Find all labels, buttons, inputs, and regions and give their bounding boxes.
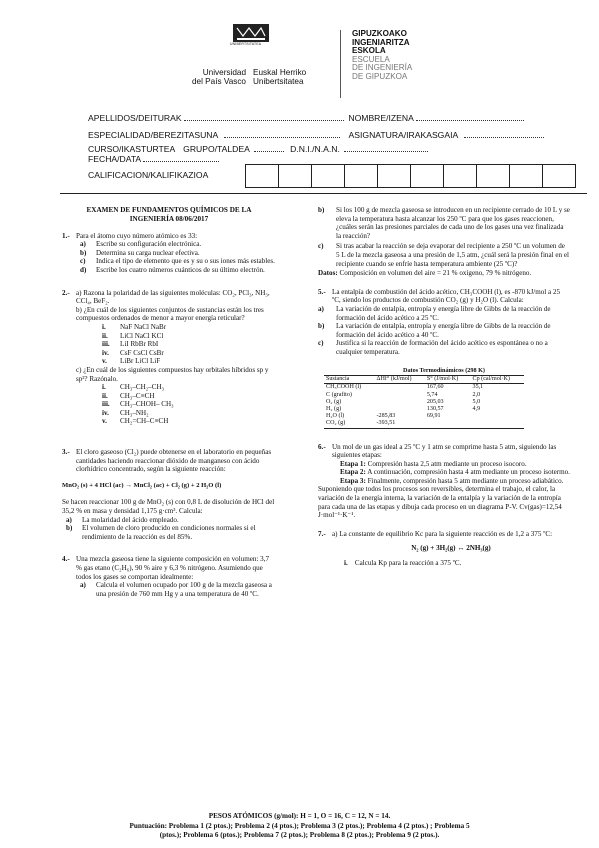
fecha-label: FECHA/DATA xyxy=(88,154,141,164)
logo-divider xyxy=(340,30,341,98)
table-row xyxy=(324,420,524,428)
q6-e3: Finalmente, compresión hasta 5 atm mediante un proceso adiabático. xyxy=(367,476,564,485)
list-item xyxy=(76,392,276,401)
list-item xyxy=(76,383,276,392)
table-cell: 205,03 xyxy=(426,398,444,405)
table-cell: -285,83 xyxy=(376,413,396,420)
list-item-key: iv. xyxy=(102,408,109,417)
question-3: 3.- El cloro gaseoso (Cl₂) puede obtenerse en el laboratorio en pequeñas cantidades haciendo reaccionar dióxido de manganeso con ácido clorhídrico concentrado, según la siguiente reacción: MnO₂ (s) + 4 HCl (ac) → MnCl₂ (ac) + Cl₂ (g) + 2 H₂O (l) Se hacen reaccionar 100 g de MnO₂ (s) con 0,8 L de disolución de HCl del 35,2 % en masa y densidad 1,175 g·cm³. Calcula: a) La molaridad del ácido empleado. b) El volumen de cloro producido en condiciones normales si el rendimiento de la reacción es del 85%. xyxy=(62,448,275,541)
q7-a: a) La constante de equilibrio Kc para la siguiente reacción es de 1,2 a 375 ºC: xyxy=(332,529,553,538)
q4-a: Calcula el volumen ocupado por 100 g de la mezcla gaseosa a una presión de 760 mm Hg y a una temperatura de 40 ºC. xyxy=(96,581,272,598)
q5-b: La variación de entalpía, entropía y energía libre de Gibbs de la reacción de formación del ácido acético a 40 ºC. xyxy=(336,322,551,339)
form-row-2 xyxy=(88,129,544,140)
q3-b: El volumen de cloro producido en condiciones normales si el rendimiento de la reacción es del 85%. xyxy=(82,524,256,541)
list-item-key: iii. xyxy=(102,340,110,349)
q3-a: La molaridad del ácido empleado. xyxy=(82,515,179,524)
grupo-label: GRUPO/TALDEA xyxy=(183,144,250,154)
q3-intro: El cloro gaseoso (Cl₂) puede obtenerse en el laboratorio en pequeñas cantidades haciendo reaccionar dióxido de manganeso con ácido clorhídrico concentrado, según la siguiente reacción: xyxy=(76,448,272,474)
upv-name-eu-2: Unibertsitatea xyxy=(253,77,304,86)
q2-b: b) ¿En cuál de los siguientes conjuntos de sustancias están los tres compuestos ordenados de menor a mayor energía reticular? xyxy=(76,305,264,323)
table-row xyxy=(324,384,524,392)
table-cell: 69,91 xyxy=(426,413,441,420)
table-row xyxy=(324,392,524,399)
curso-label: CURSO/IKASTURTEA xyxy=(88,144,175,154)
question-number: 5.- xyxy=(318,287,326,296)
upv-ehu-logo xyxy=(183,22,333,97)
table-cell: O₂ (g) xyxy=(326,398,342,405)
table-cell xyxy=(471,420,524,428)
table-cell: 5,74 xyxy=(426,391,438,398)
list-item xyxy=(76,400,276,409)
school-line-2: INGENIARITZA xyxy=(352,37,410,47)
especialidad-label: ESPECIALIDAD/BEREZITASUNA xyxy=(88,130,218,140)
table-cell xyxy=(375,406,425,413)
list-item xyxy=(76,417,276,426)
upv-seal-caption: UNIBERTSITATEA xyxy=(230,42,262,46)
school-logo xyxy=(352,30,502,110)
table-cell xyxy=(471,413,524,420)
dni-label: D.N.I./N.A.N. xyxy=(290,144,340,154)
grade-cell[interactable] xyxy=(378,165,411,187)
q1-a: Escribe su configuración electrónica. xyxy=(96,240,202,249)
list-item-key: v. xyxy=(102,357,107,366)
school-line-6: DE GIPUZKOA xyxy=(352,71,408,81)
apellidos-label: APELLIDOS/DEITURAK xyxy=(88,113,182,123)
atomic-weights: PESOS ATÓMICOS (g/mol): H = 1, O = 16, C = 12, N = 14. xyxy=(208,812,391,820)
grade-cell[interactable] xyxy=(411,165,444,187)
grupo-field[interactable] xyxy=(254,143,284,152)
table-cell: 35,1 xyxy=(472,384,484,391)
list-item-text: CH₂=CH–C≡CH xyxy=(120,417,169,426)
q1-d: Escribe los cuatro números cuánticos de su último electrón. xyxy=(96,265,265,274)
grade-cell[interactable] xyxy=(279,165,312,187)
question-7 xyxy=(318,530,570,568)
q4-datos: Composición en volumen del aire = 21 % oxígeno, 79 % nitrógeno. xyxy=(339,269,532,278)
right-column: b) Si los 100 g de mezcla gaseosa se introducen en un recipiente cerrado de 10 L y se eleva la temperatura hasta alcanzar los 250 ºC para que los gases reaccionen, ¿cuáles serán las presiones parciales de cada uno de los gases una vez finalizada la reacción? c) Si tras acabar la reacción se deja evaporar del recipiente a 250 ºC un volumen de 5 L de la mezcla gaseosa a una presión de 1,5 atm, ¿cuál será la presión final en el recipiente cuando se enfríe hasta temperatura ambiente (25 ºC)? Datos: Composición en volumen del aire = 21 % oxígeno, 79 % nitrógeno. 5.- La entalpía de combustión del ácido acético, CH₃COOH (l), es -870 kJ/mol a 25 ºC, siendo los productos de combustión CO₂ (g) y H₂O (l). Calcula: a) La variación de entalpía, entropía y energía libre de Gibbs de la reacción de formación del ácido acético a 25 ºC. b) La variación de entalpía, entropía y energía libre de Gibbs de la reacción de formación del ácido acético a 40 ºC. c) Justifica si la reacción de formación del ácido acético es espontánea o no a cualquier temperatura. Datos Termodinámicos (298 K) Sustancia ΔHf° (kJ/mol) S° (J/mol·K) Cp (cal/mol·K) CH₃COOH (l) 167,60 35,1 C (grafito) 5,74 2,0 O₂ (g) 205,03 5,0 H₂ (g) 130,57 4,9 H₂O (l) -285,83 69,91 CO₂ (g) -393,51 6.- Un mol de un gas ideal a 25 ºC y 1 atm se comprime hasta 5 atm, siguiendo las siguientes etapas: Etapa 1: Compresión hasta 2,5 atm mediante un proceso isocoro. Etapa 2: A continuación, compresión hasta 4 atm mediante un proceso isotermo. Etapa 3: Finalmente, compresión hasta 5 atm mediante un proceso adiabático. Suponiendo que todos los procesos son reversibles, determina el trabajo, el calor, la variación de la energía interna, la variación de la entalpía y la variación de la entropía para cada una de las etapas y dibuja cada proceso en un diagrama P-V. Cv(gas)=12,54 J·mol⁻¹·K⁻¹. 7.- a) La constante de equilibrio Kc para la siguiente reacción es de 1,2 a 375 ºC: N₂ (g) + 3H₂(g) ↔ 2NH₃(g) i. Calcula Kp para la reacción a 375 ºC. xyxy=(318,206,570,568)
table-cell: -393,51 xyxy=(375,420,425,428)
upv-name-es: Universidad xyxy=(202,68,246,77)
question-number: 6.- xyxy=(318,442,326,451)
question-number: 1.- xyxy=(62,231,70,240)
table-header-cell: ΔHf° (kJ/mol) xyxy=(375,376,425,384)
question-2 xyxy=(62,289,276,427)
left-column xyxy=(62,206,276,598)
scoring-line-2: (ptos.); Problema 6 (ptos.); Problema 7 (2 ptos.); Problema 8 (2 ptos.); Problema 9 (2 ptos.). xyxy=(159,831,440,839)
q6-e1: Compresión hasta 2,5 atm mediante un proceso isocoro. xyxy=(367,459,527,468)
q6-e2-label: Etapa 2: xyxy=(340,468,366,477)
list-item xyxy=(76,357,276,366)
asignatura-label: ASIGNATURA/IRAKASGAIA xyxy=(348,130,458,140)
q4-b: Si los 100 g de mezcla gaseosa se introducen en un recipiente cerrado de 10 L y se eleva la temperatura hasta alcanzar los 250 ºC para que los gases reaccionen, ¿cuáles serán las presiones parciales de cada uno de los gases una vez finalizada la reacción? xyxy=(336,206,570,240)
table-cell: 4,9 xyxy=(472,405,481,412)
list-item xyxy=(76,323,276,332)
question-number: 7.- xyxy=(318,529,326,538)
calificacion-label: CALIFICACION/KALIFIKAZIOA xyxy=(88,170,209,180)
grade-cell[interactable] xyxy=(543,165,575,187)
list-item-text: NaF NaCl NaBr xyxy=(120,322,167,331)
q1-c: Indica el tipo de elemento que es y su o sus iones más estables. xyxy=(96,257,275,266)
grade-cell[interactable] xyxy=(444,165,477,187)
q4-datos-label: Datos: xyxy=(318,269,338,278)
q5-a: La variación de entalpía, entropía y energía libre de Gibbs de la reacción de formación del ácido acético a 25 ºC. xyxy=(336,304,551,322)
scoring-line-1: Puntuación: Problema 1 (2 ptos.); Problema 2 (4 ptos.); Problema 3 (2 ptos.); Problema 4 (2 ptos.) ; Problema 5 xyxy=(129,822,470,830)
question-number: 4.- xyxy=(62,555,70,564)
grade-grid xyxy=(245,164,576,188)
list-item-key: i. xyxy=(102,383,106,392)
table-cell: H₂ (g) xyxy=(326,405,342,412)
table-row xyxy=(324,406,524,413)
question-5: 5.- La entalpía de combustión del ácido acético, CH₃COOH (l), es -870 kJ/mol a 25 ºC, siendo los productos de combustión CO₂ (g) y H₂O (l). Calcula: a) La variación de entalpía, entropía y energía libre de Gibbs de la reacción de formación del ácido acético a 25 ºC. b) La variación de entalpía, entropía y energía libre de Gibbs de la reacción de formación del ácido acético a 40 ºC. c) Justifica si la reacción de formación del ácido acético es espontánea o no a cualquier temperatura. xyxy=(318,288,570,357)
header-rule xyxy=(60,193,587,194)
q2-c-list xyxy=(76,383,276,426)
list-item-text: LiBr LiCl LiF xyxy=(120,357,161,366)
table-header-cell: Cp (cal/mol·K) xyxy=(471,376,524,384)
list-item-text: LiI RbBr RbI xyxy=(120,340,159,349)
table-cell: C (grafito) xyxy=(326,391,352,398)
school-line-1: GIPUZKOAKO xyxy=(352,29,407,38)
grade-cell[interactable] xyxy=(345,165,378,187)
table-cell xyxy=(375,384,425,392)
grade-cell[interactable] xyxy=(477,165,510,187)
list-item-text: CH₃–C≡CH xyxy=(120,391,155,400)
upv-name-es-2: del País Vasco xyxy=(191,77,246,86)
nombre-label: NOMBRE/IZENA xyxy=(348,113,414,123)
q6-e1-label: Etapa 1: xyxy=(340,459,366,468)
q1-b: Determina su carga nuclear efectiva. xyxy=(96,248,200,257)
nombre-field[interactable] xyxy=(416,112,524,121)
list-item-text: CH₃–CHOH– CH₃ xyxy=(120,400,174,409)
upv-name-eu: Euskal Herriko xyxy=(253,68,307,77)
question-number: 3.- xyxy=(62,448,70,457)
especialidad-field[interactable] xyxy=(224,129,340,138)
table-header-cell: Sustancia xyxy=(324,376,375,384)
q5-intro: La entalpía de combustión del ácido acético, CH₃COOH (l), es -870 kJ/mol a 25 ºC, siendo los productos de combustión CO₂ (g) y H₂O (l). Calcula: xyxy=(332,287,561,305)
list-item-text: CH₃–CH₂–CH₃ xyxy=(120,383,165,392)
grade-cell[interactable] xyxy=(246,165,279,187)
table-cell: H₂O (l) xyxy=(326,413,345,420)
list-item-key: iv. xyxy=(102,348,109,357)
list-item-key: i. xyxy=(102,322,106,331)
form-row-4 xyxy=(88,153,219,164)
q6-e2: A continuación, compresión hasta 4 atm mediante un proceso isotermo. xyxy=(367,468,570,477)
q2-a: a) Razona la polaridad de las siguientes moléculas: CO₂, PCl₃, NH₃, CCl₄, BeF₂. xyxy=(76,288,270,306)
question-number: 2.- xyxy=(62,288,70,297)
thermo-table xyxy=(324,375,524,428)
apellidos-field[interactable] xyxy=(184,112,344,121)
question-4: 4.- Una mezcla gaseosa tiene la siguiente composición en volumen: 3,7 % gas etano (C₂H₆), 90 % aire y 6,3 % nitrógeno. Asumiendo que todos los gases se comportan idealmente: a) Calcula el volumen ocupado por 100 g de la mezcla gaseosa a una presión de 760 mm Hg y a una temperatura de 40 ºC. xyxy=(62,555,276,598)
asignatura-field[interactable] xyxy=(464,129,544,138)
table-cell: 2,0 xyxy=(472,391,481,398)
grade-cell[interactable] xyxy=(510,165,543,187)
list-item-key: ii. xyxy=(102,331,108,340)
q3-data: Se hacen reaccionar 100 g de MnO₂ (s) con 0,8 L de disolución de HCl del 35,2 % en masa y densidad 1,175 g·cm³. Calcula: xyxy=(62,498,275,516)
list-item-key: iii. xyxy=(102,400,110,409)
exam-title-1: EXAMEN DE FUNDAMENTOS QUÍMICOS DE LA xyxy=(86,206,252,214)
table-row xyxy=(324,399,524,406)
q7-i: Calcula Kp para la reacción a 375 ºC. xyxy=(354,559,462,568)
table-cell: CO₂ (g) xyxy=(324,420,375,428)
table-cell xyxy=(375,392,425,399)
q4-c: Si tras acabar la reacción se deja evaporar del recipiente a 250 ºC un volumen de 5 L de la mezcla gaseosa a una presión de 1,5 atm, ¿cuál será la presión final en el recipiente cuando se enfríe hasta temperatura ambiente (25 ºC)? xyxy=(336,242,569,268)
school-line-3: ESKOLA xyxy=(352,46,386,56)
school-line-5: DE INGENIERÍA xyxy=(352,63,413,73)
table-row xyxy=(324,413,524,420)
thermo-table-title: Datos Termodinámicos (298 K) xyxy=(403,366,485,374)
q2-c: c) ¿En cuál de los siguientes compuestos hay orbitales híbridos sp y sp²? Razónalo. xyxy=(76,365,269,383)
table-cell: 5,0 xyxy=(472,398,481,405)
table-cell: 167,60 xyxy=(426,384,444,391)
list-item xyxy=(76,332,276,341)
q1-intro: Para el átomo cuyo número atómico es 33: xyxy=(76,231,198,240)
q4-intro: Una mezcla gaseosa tiene la siguiente composición en volumen: 3,7 % gas etano (C₂H₆), 90 % aire y 6,3 % nitrógeno. Asumiendo que todos los gases se comportan idealmente: xyxy=(76,555,270,581)
table-header-row xyxy=(324,376,524,384)
form-row-5 xyxy=(88,170,208,180)
q6-intro: Un mol de un gas ideal a 25 ºC y 1 atm se comprime hasta 5 atm, siguiendo las siguientes etapas: xyxy=(332,442,557,460)
list-item xyxy=(76,349,276,358)
q2-b-list xyxy=(76,323,276,366)
fecha-field[interactable] xyxy=(143,153,219,162)
table-cell xyxy=(425,420,471,428)
q6-e3-label: Etapa 3: xyxy=(340,476,366,485)
list-item-text: LiCl NaCl KCl xyxy=(120,331,164,340)
list-item xyxy=(76,340,276,349)
school-line-4: ESCUELA xyxy=(352,54,390,64)
list-item-text: CH₃–NH₂ xyxy=(120,408,149,417)
q7-i-label: i. xyxy=(344,559,348,568)
q5-c: Justifica si la reacción de formación del ácido acético es espontánea o no a cualquier temperatura. xyxy=(336,339,548,356)
table-cell xyxy=(375,399,425,406)
q3-reaction: MnO₂ (s) + 4 HCl (ac) → MnCl₂ (ac) + Cl₂ (g) + 2 H₂O (l) xyxy=(62,481,222,489)
form-row-1 xyxy=(88,112,524,123)
table-header-cell: S° (J/mol·K) xyxy=(425,376,471,384)
list-item-text: CsF CsCl CsBr xyxy=(120,348,164,357)
exam-title-2: INGENIERÍA 08/06/2017 xyxy=(129,214,209,223)
q6-tail: Suponiendo que todos los procesos son reversibles, determina el trabajo, el calor, la variación de la energía interna, la variación de la entalpía y la variación de la entropía para cada una de las etapas y dibuja cada proceso en un diagrama P-V. Cv(gas)=12,54 J·mol⁻¹·K⁻¹. xyxy=(318,485,562,520)
list-item xyxy=(76,409,276,418)
grade-cell[interactable] xyxy=(312,165,345,187)
table-cell: 130,57 xyxy=(426,405,444,412)
question-6 xyxy=(318,443,570,520)
list-item-key: ii. xyxy=(102,391,108,400)
list-item-key: v. xyxy=(102,417,107,426)
dni-field[interactable] xyxy=(344,143,428,152)
question-1: 1.- Para el átomo cuyo número atómico es 33: a) Escribe su configuración electrónica. b) Determina su carga nuclear efectiva. c) Indica el tipo de elemento que es y su o sus iones más estables. d) Escribe los cuatro números cuánticos de su último electrón. xyxy=(62,231,275,274)
table-cell: CH₃COOH (l) xyxy=(326,384,362,391)
q7-reaction: N₂ (g) + 3H₂(g) ↔ 2NH₃(g) xyxy=(411,544,491,553)
